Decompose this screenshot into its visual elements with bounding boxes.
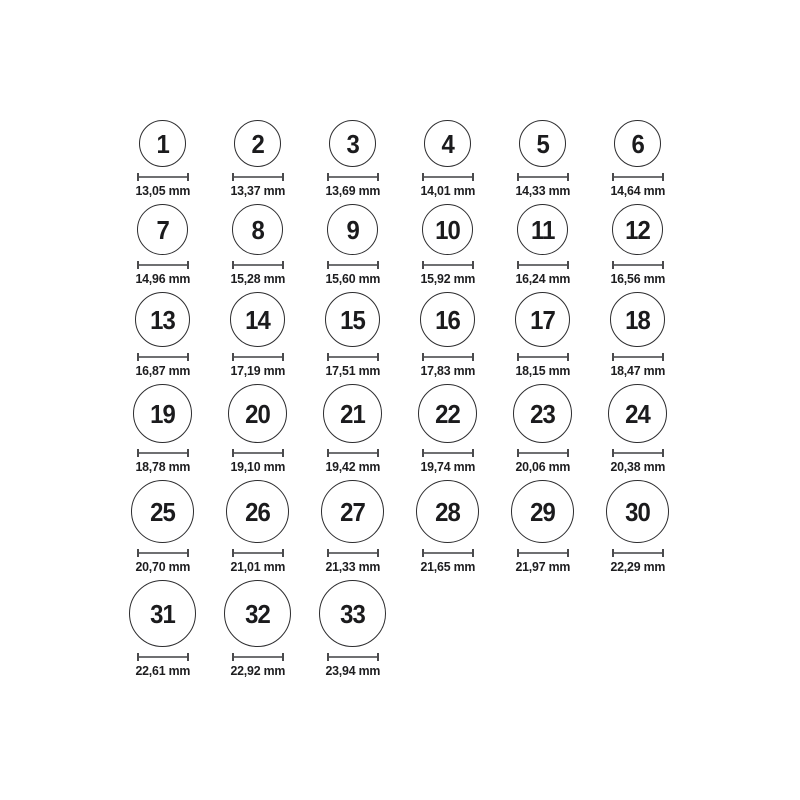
diameter-measure-line bbox=[612, 353, 664, 361]
diameter-measure-line bbox=[232, 261, 284, 269]
diameter-measure-line bbox=[327, 549, 379, 557]
ring-size-number: 6 bbox=[631, 128, 644, 159]
diameter-measure-line bbox=[327, 653, 379, 661]
ring-size-number: 4 bbox=[441, 128, 454, 159]
diameter-measure-line bbox=[232, 449, 284, 457]
ring-size-item bbox=[495, 480, 590, 574]
diameter-label: 20,70 mm bbox=[135, 559, 190, 574]
diameter-measure-line bbox=[422, 449, 474, 457]
ring-circle bbox=[519, 120, 566, 167]
ring-circle bbox=[230, 292, 285, 347]
ring-size-grid bbox=[0, 120, 800, 678]
diameter-label: 15,92 mm bbox=[420, 271, 475, 286]
diameter-label: 17,51 mm bbox=[325, 363, 380, 378]
measure-bar bbox=[519, 552, 567, 554]
ring-size-number: 30 bbox=[625, 496, 650, 527]
measure-bar bbox=[424, 356, 472, 358]
diameter-measure-line bbox=[137, 449, 189, 457]
diameter-measure-line bbox=[327, 353, 379, 361]
diameter-label: 17,19 mm bbox=[230, 363, 285, 378]
ring-circle bbox=[232, 204, 283, 255]
ring-size-number: 13 bbox=[150, 304, 175, 335]
ring-circle bbox=[131, 480, 194, 543]
ring-size-number: 3 bbox=[346, 128, 359, 159]
diameter-label: 21,33 mm bbox=[325, 559, 380, 574]
diameter-measure-line bbox=[327, 449, 379, 457]
ring-size-item bbox=[305, 292, 400, 378]
diameter-label: 14,96 mm bbox=[135, 271, 190, 286]
ring-circle bbox=[319, 580, 386, 647]
diameter-label: 18,78 mm bbox=[135, 459, 190, 474]
ring-size-item bbox=[305, 480, 400, 574]
measure-bar bbox=[234, 552, 282, 554]
diameter-label: 14,01 mm bbox=[420, 183, 475, 198]
ring-size-item bbox=[115, 292, 210, 378]
ring-size-number: 22 bbox=[435, 398, 460, 429]
measure-bar bbox=[519, 264, 567, 266]
diameter-measure-line bbox=[137, 549, 189, 557]
ring-size-item bbox=[400, 120, 495, 198]
measure-bar bbox=[139, 656, 187, 658]
measure-bar bbox=[139, 264, 187, 266]
diameter-measure-line bbox=[517, 173, 569, 181]
ring-circle bbox=[228, 384, 287, 443]
ring-circle bbox=[329, 120, 376, 167]
measure-bar bbox=[614, 176, 662, 178]
ring-circle bbox=[135, 292, 190, 347]
ring-circle bbox=[321, 480, 384, 543]
ring-size-number: 2 bbox=[251, 128, 264, 159]
diameter-label: 13,05 mm bbox=[135, 183, 190, 198]
diameter-label: 22,61 mm bbox=[135, 663, 190, 678]
ring-size-number: 28 bbox=[435, 496, 460, 527]
diameter-label: 13,37 mm bbox=[230, 183, 285, 198]
diameter-measure-line bbox=[232, 353, 284, 361]
ring-circle bbox=[614, 120, 661, 167]
ring-circle bbox=[325, 292, 380, 347]
ring-circle bbox=[612, 204, 663, 255]
measure-bar bbox=[329, 656, 377, 658]
measure-bar bbox=[614, 264, 662, 266]
measure-bar bbox=[614, 356, 662, 358]
ring-size-item bbox=[590, 204, 685, 286]
ring-size-item bbox=[305, 580, 400, 678]
diameter-label: 21,65 mm bbox=[420, 559, 475, 574]
diameter-measure-line bbox=[422, 353, 474, 361]
ring-circle bbox=[420, 292, 475, 347]
ring-circle bbox=[129, 580, 196, 647]
ring-size-number: 5 bbox=[536, 128, 549, 159]
diameter-measure-line bbox=[612, 549, 664, 557]
ring-circle bbox=[418, 384, 477, 443]
ring-size-item bbox=[305, 120, 400, 198]
ring-size-item bbox=[400, 292, 495, 378]
ring-size-number: 8 bbox=[251, 214, 264, 245]
diameter-label: 13,69 mm bbox=[325, 183, 380, 198]
measure-bar bbox=[234, 176, 282, 178]
diameter-measure-line bbox=[612, 449, 664, 457]
diameter-label: 23,94 mm bbox=[325, 663, 380, 678]
ring-size-number: 7 bbox=[156, 214, 169, 245]
diameter-label: 14,64 mm bbox=[610, 183, 665, 198]
diameter-label: 21,01 mm bbox=[230, 559, 285, 574]
measure-bar bbox=[139, 356, 187, 358]
ring-size-item bbox=[590, 384, 685, 474]
ring-circle bbox=[416, 480, 479, 543]
measure-bar bbox=[519, 356, 567, 358]
diameter-measure-line bbox=[232, 173, 284, 181]
ring-size-number: 14 bbox=[245, 304, 270, 335]
measure-bar bbox=[519, 452, 567, 454]
ring-size-number: 11 bbox=[530, 214, 555, 245]
ring-size-number: 24 bbox=[625, 398, 650, 429]
ring-size-number: 20 bbox=[245, 398, 270, 429]
ring-circle bbox=[511, 480, 574, 543]
ring-size-item bbox=[210, 292, 305, 378]
ring-size-number: 12 bbox=[625, 214, 650, 245]
diameter-label: 22,92 mm bbox=[230, 663, 285, 678]
diameter-measure-line bbox=[422, 173, 474, 181]
ring-size-item bbox=[400, 384, 495, 474]
measure-bar bbox=[329, 264, 377, 266]
ring-size-item bbox=[115, 120, 210, 198]
ring-size-item bbox=[210, 580, 305, 678]
ring-size-item bbox=[305, 384, 400, 474]
ring-circle bbox=[513, 384, 572, 443]
measure-bar bbox=[234, 656, 282, 658]
ring-size-number: 25 bbox=[150, 496, 175, 527]
measure-bar bbox=[519, 176, 567, 178]
ring-size-item bbox=[210, 120, 305, 198]
measure-bar bbox=[424, 552, 472, 554]
ring-size-number: 27 bbox=[340, 496, 365, 527]
ring-size-item bbox=[115, 580, 210, 678]
ring-size-number: 15 bbox=[340, 304, 365, 335]
measure-bar bbox=[424, 452, 472, 454]
diameter-label: 16,24 mm bbox=[515, 271, 570, 286]
measure-bar bbox=[139, 176, 187, 178]
diameter-label: 22,29 mm bbox=[610, 559, 665, 574]
diameter-label: 20,38 mm bbox=[610, 459, 665, 474]
measure-bar bbox=[424, 264, 472, 266]
diameter-measure-line bbox=[232, 653, 284, 661]
ring-size-number: 23 bbox=[530, 398, 555, 429]
measure-bar bbox=[234, 356, 282, 358]
ring-size-number: 16 bbox=[435, 304, 460, 335]
diameter-label: 16,87 mm bbox=[135, 363, 190, 378]
ring-size-number: 21 bbox=[340, 398, 365, 429]
ring-size-item bbox=[115, 204, 210, 286]
diameter-label: 19,42 mm bbox=[325, 459, 380, 474]
diameter-label: 20,06 mm bbox=[515, 459, 570, 474]
ring-circle bbox=[226, 480, 289, 543]
diameter-measure-line bbox=[422, 261, 474, 269]
ring-size-item bbox=[495, 204, 590, 286]
ring-size-item bbox=[495, 292, 590, 378]
ring-circle bbox=[517, 204, 568, 255]
measure-bar bbox=[329, 176, 377, 178]
diameter-label: 19,74 mm bbox=[420, 459, 475, 474]
diameter-label: 17,83 mm bbox=[420, 363, 475, 378]
diameter-measure-line bbox=[612, 173, 664, 181]
ring-circle bbox=[323, 384, 382, 443]
diameter-measure-line bbox=[327, 261, 379, 269]
measure-bar bbox=[329, 356, 377, 358]
ring-size-number: 18 bbox=[625, 304, 650, 335]
ring-size-item bbox=[590, 120, 685, 198]
ring-size-number: 1 bbox=[156, 128, 169, 159]
diameter-measure-line bbox=[137, 653, 189, 661]
ring-circle bbox=[610, 292, 665, 347]
measure-bar bbox=[234, 452, 282, 454]
ring-size-number: 10 bbox=[435, 214, 460, 245]
diameter-measure-line bbox=[137, 353, 189, 361]
measure-bar bbox=[139, 552, 187, 554]
ring-size-number: 26 bbox=[245, 496, 270, 527]
diameter-label: 16,56 mm bbox=[610, 271, 665, 286]
ring-circle bbox=[422, 204, 473, 255]
measure-bar bbox=[614, 552, 662, 554]
measure-bar bbox=[329, 452, 377, 454]
ring-circle bbox=[139, 120, 186, 167]
ring-circle bbox=[224, 580, 291, 647]
diameter-label: 18,15 mm bbox=[515, 363, 570, 378]
diameter-label: 15,28 mm bbox=[230, 271, 285, 286]
ring-size-item bbox=[115, 480, 210, 574]
ring-size-number: 33 bbox=[340, 598, 365, 629]
diameter-label: 15,60 mm bbox=[325, 271, 380, 286]
diameter-label: 19,10 mm bbox=[230, 459, 285, 474]
ring-size-number: 32 bbox=[245, 598, 270, 629]
ring-size-number: 17 bbox=[530, 304, 555, 335]
ring-circle bbox=[133, 384, 192, 443]
ring-size-item bbox=[400, 204, 495, 286]
ring-size-number: 29 bbox=[530, 496, 555, 527]
ring-size-item bbox=[210, 480, 305, 574]
diameter-measure-line bbox=[422, 549, 474, 557]
measure-bar bbox=[234, 264, 282, 266]
diameter-measure-line bbox=[517, 449, 569, 457]
diameter-measure-line bbox=[327, 173, 379, 181]
ring-size-number: 31 bbox=[150, 598, 175, 629]
ring-circle bbox=[606, 480, 669, 543]
measure-bar bbox=[139, 452, 187, 454]
ring-size-item bbox=[115, 384, 210, 474]
ring-circle bbox=[234, 120, 281, 167]
ring-size-item bbox=[495, 120, 590, 198]
ring-size-item bbox=[590, 480, 685, 574]
ring-size-number: 9 bbox=[346, 214, 359, 245]
ring-circle bbox=[327, 204, 378, 255]
measure-bar bbox=[614, 452, 662, 454]
ring-circle bbox=[608, 384, 667, 443]
ring-circle bbox=[137, 204, 188, 255]
diameter-label: 18,47 mm bbox=[610, 363, 665, 378]
diameter-measure-line bbox=[612, 261, 664, 269]
ring-size-item bbox=[590, 292, 685, 378]
diameter-measure-line bbox=[232, 549, 284, 557]
diameter-measure-line bbox=[137, 261, 189, 269]
ring-circle bbox=[424, 120, 471, 167]
diameter-label: 14,33 mm bbox=[515, 183, 570, 198]
ring-size-item bbox=[210, 204, 305, 286]
diameter-measure-line bbox=[137, 173, 189, 181]
ring-size-item bbox=[210, 384, 305, 474]
ring-size-item bbox=[495, 384, 590, 474]
ring-size-number: 19 bbox=[150, 398, 175, 429]
diameter-measure-line bbox=[517, 549, 569, 557]
ring-size-item bbox=[305, 204, 400, 286]
ring-size-item bbox=[400, 480, 495, 574]
ring-circle bbox=[515, 292, 570, 347]
diameter-measure-line bbox=[517, 353, 569, 361]
measure-bar bbox=[329, 552, 377, 554]
diameter-measure-line bbox=[517, 261, 569, 269]
measure-bar bbox=[424, 176, 472, 178]
diameter-label: 21,97 mm bbox=[515, 559, 570, 574]
